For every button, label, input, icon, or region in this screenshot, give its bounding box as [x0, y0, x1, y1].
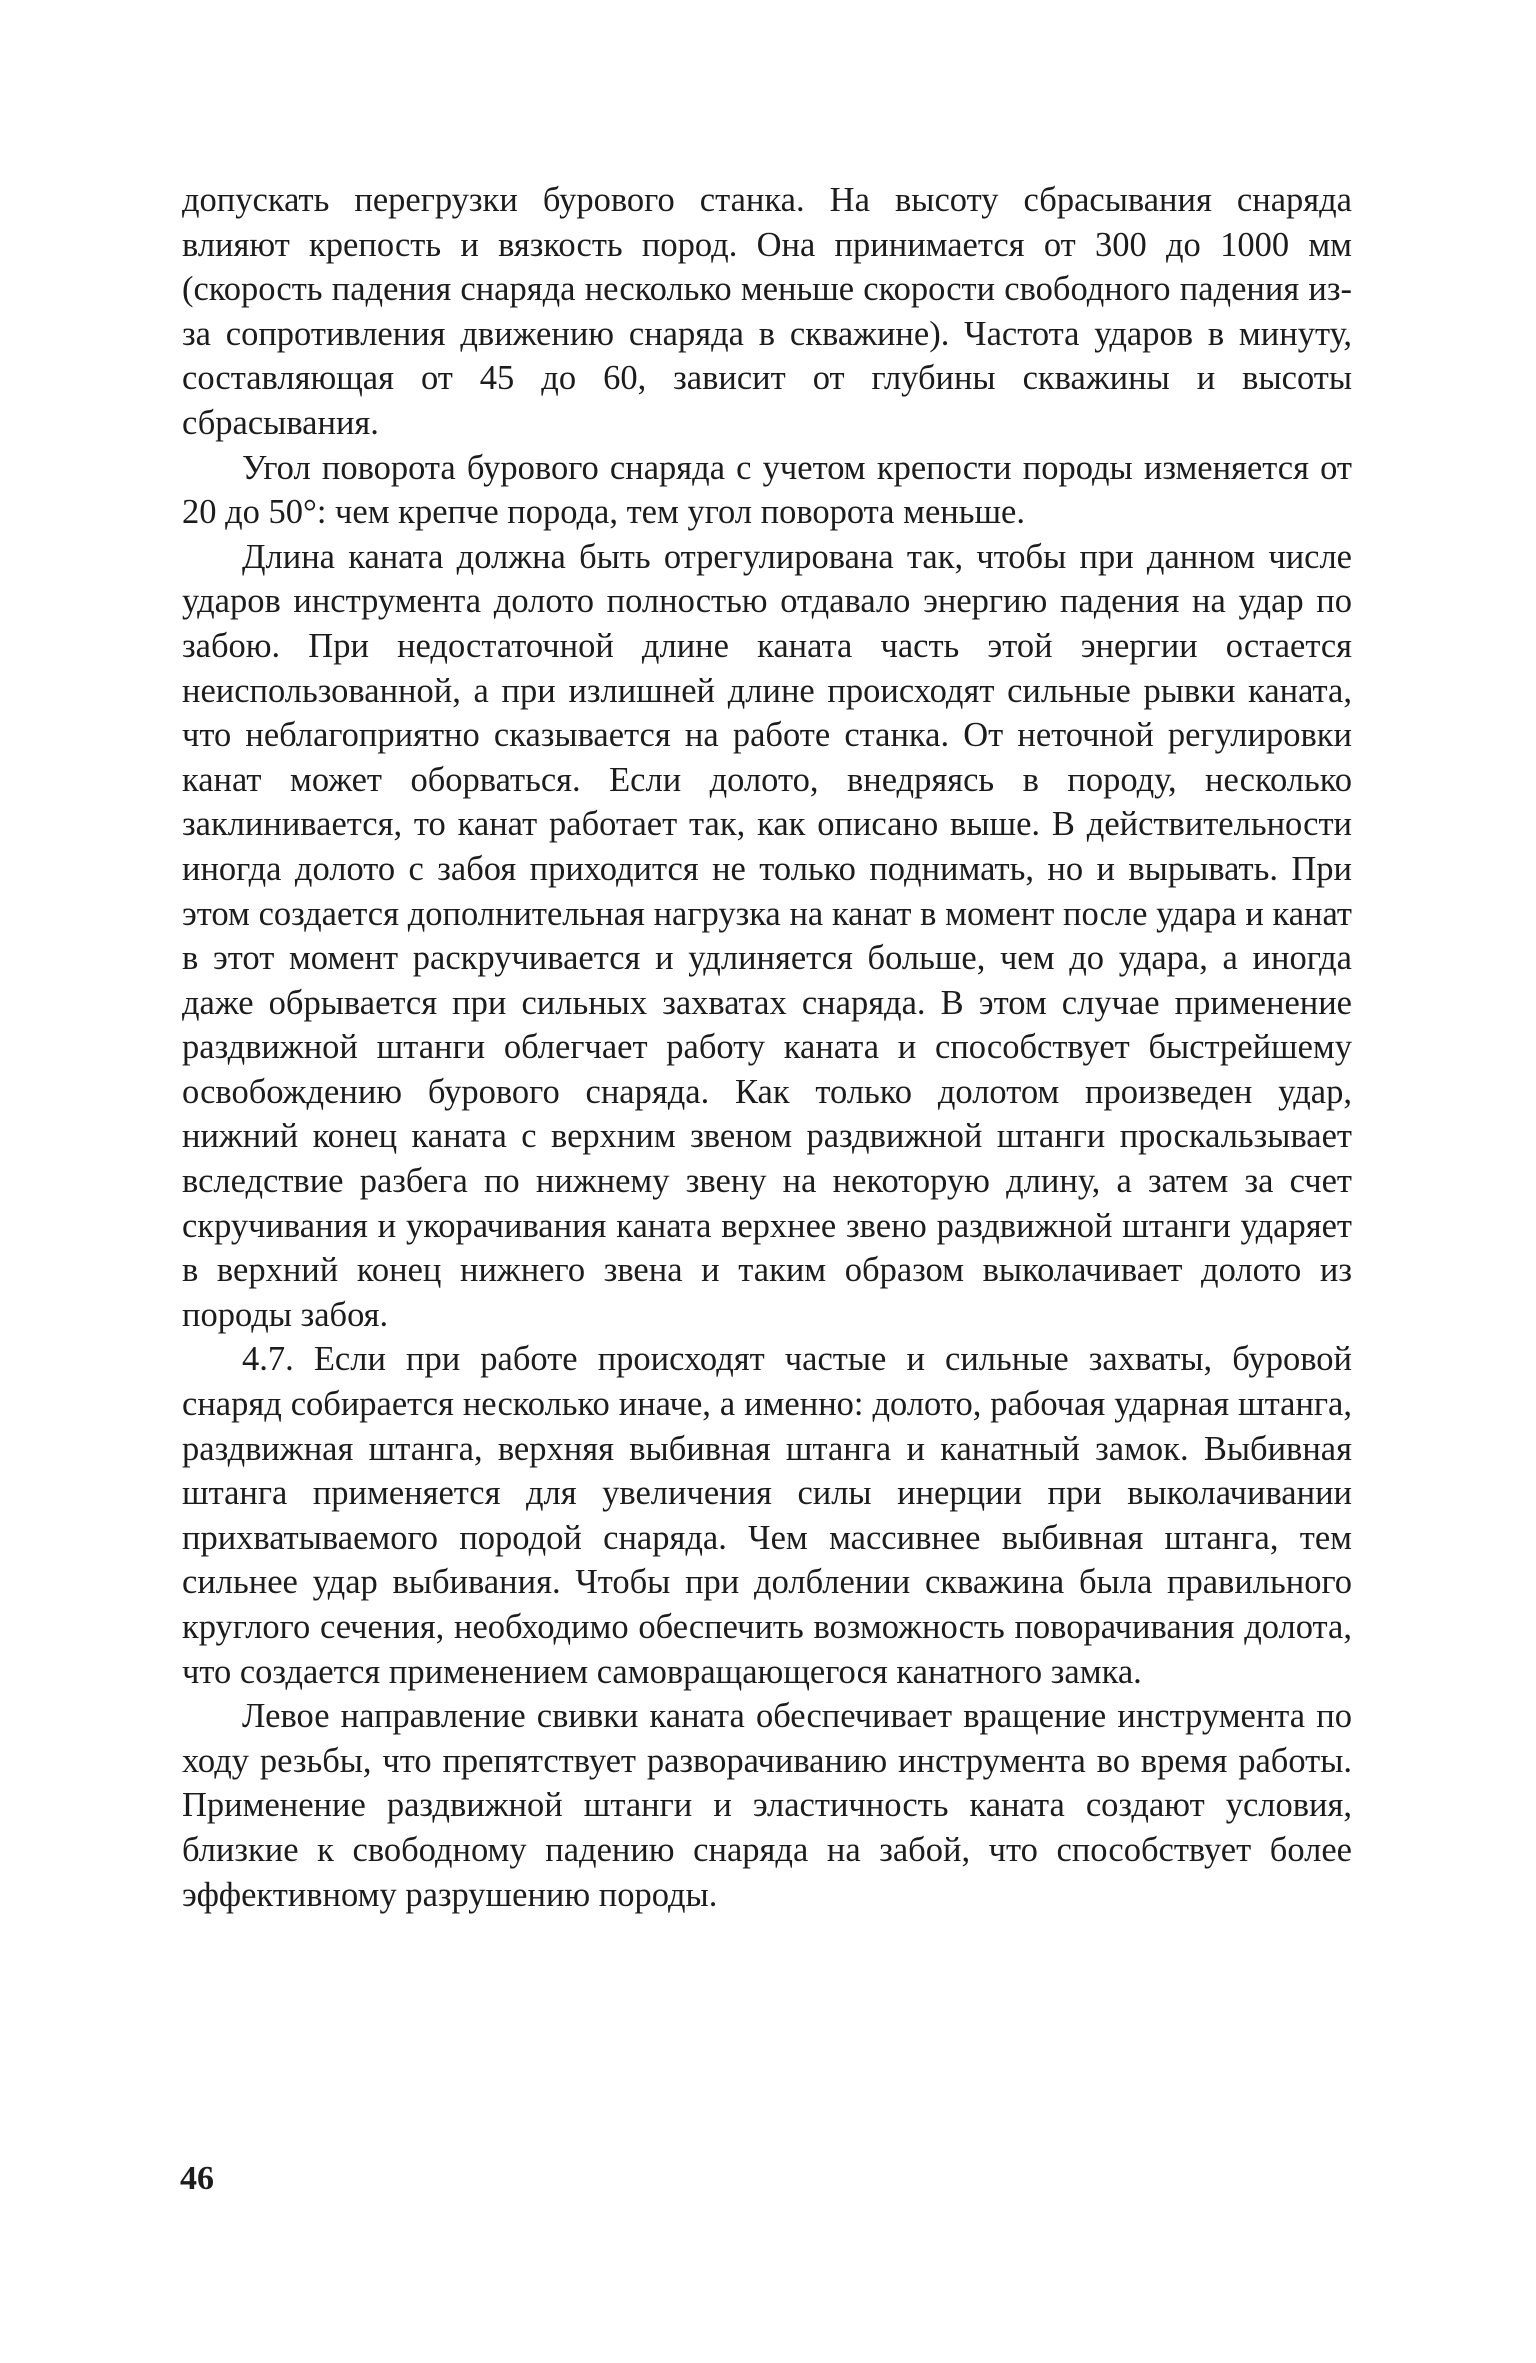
page-number: 46: [180, 2160, 214, 2197]
paragraph-1: допускать перегрузки бурового станка. На высоту сбрасывания снаряда влияют крепость и вязкость пород. Она принимается от 300 до 1000 мм (скорость падения снаряда несколько меньше скорости свободного падения из-за сопротивления движению снаряда в скважине). Частота ударов в минуту, составляющая от 45 до 60, зависит от глубины скважины и высоты сбрасывания.: [182, 181, 1352, 442]
paragraph-4: 4.7. Если при работе происходят частые и сильные захваты, буровой снаряд собирается несколько иначе, а именно: долото, рабочая ударная штанга, раздвижная штанга, верхняя выбивная штанга и канатный замок. Выбивная штанга применяется для увеличения силы инерции при выколачивании прихватываемого породой снаряда. Чем массивнее выбивная штанга, тем сильнее удар выбивания. Чтобы при долблении скважина была правильного круглого сечения, необходимо обеспечить возможность поворачивания долота, что создается применением самовращающегося канатного замка.: [182, 1340, 1352, 1691]
paragraph-3: Длина каната должна быть отрегулирована так, чтобы при данном числе ударов инструмента долото полностью отдавало энергию падения на удар по забою. При недостаточной длине каната часть этой энергии остается неиспользованной, а при излишней длине происходят сильные рывки каната, что неблагоприятно сказывается на работе станка. От неточной регулировки канат может оборваться. Если долото, внедряясь в породу, несколько заклинивается, то канат работает так, как описано выше. В действительности иногда долото с забоя приходится не только поднимать, но и вырывать. При этом создается дополнительная нагрузка на канат в момент после удара и канат в этот момент раскручивается и удлиняется больше, чем до удара, а иногда даже обрывается при сильных захватах снаряда. В этом случае применение раздвижной штанги облегчает работу каната и способствует быстрейшему освобождению бурового снаряда. Как только долотом произведен удар, нижний конец каната с верхним звеном раздвижной штанги проскальзывает вследствие разбега по нижнему звену на некоторую длину, а затем за счет скручивания и укорачивания каната верхнее звено раздвижной штанги ударяет в верхний конец нижнего звена и таким образом выколачивает долото из породы забоя.: [182, 537, 1352, 1334]
paragraph-5: Левое направление свивки каната обеспечивает вращение инструмента по ходу резьбы, что препятствует разворачиванию инструмента во время работы. Применение раздвижной штанги и эластичность каната создают условия, близкие к свободному падению снаряда на забой, что способствует более эффективному разрушению породы.: [182, 1697, 1352, 1914]
paragraph-2: Угол поворота бурового снаряда с учетом крепости породы изменяется от 20 до 50°: чем крепче порода, тем угол поворота меньше.: [182, 448, 1352, 532]
page-text-body: [182, 178, 1352, 1917]
